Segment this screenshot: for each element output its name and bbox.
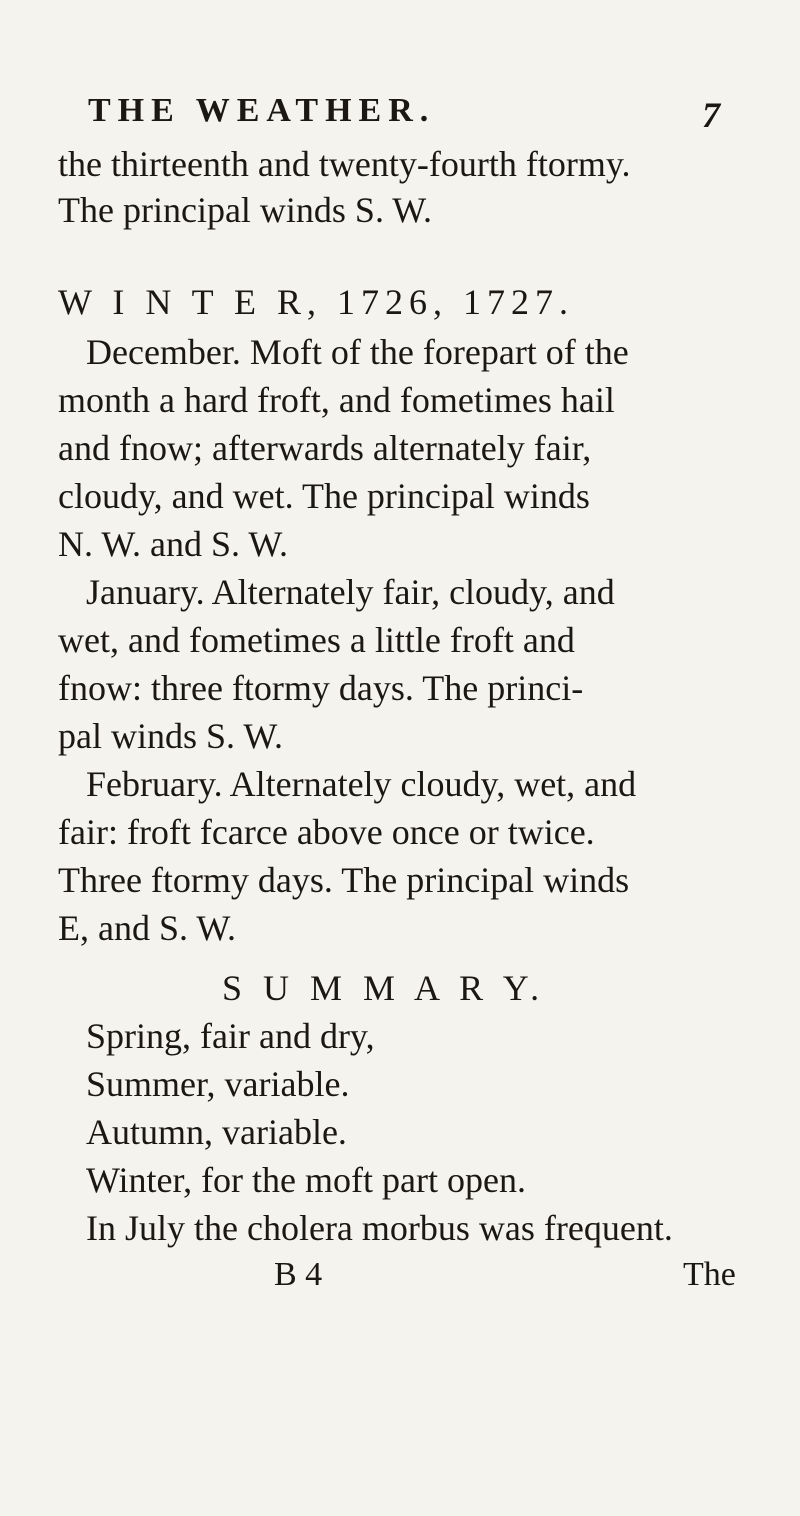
body-line: the thirteenth and twenty-fourth ftormy.: [58, 144, 631, 184]
section-heading-summary: S U M M A R Y.: [222, 968, 546, 1008]
body-line: Winter, for the moft part open.: [86, 1160, 526, 1200]
section-heading-winter: W I N T E R, 1726, 1727.: [58, 282, 575, 322]
catchword: The: [683, 1256, 736, 1293]
running-title: THE WEATHER.: [88, 92, 436, 129]
body-line: Summer, variable.: [86, 1064, 350, 1104]
body-line: E, and S. W.: [58, 908, 237, 948]
body-line: The principal winds S. W.: [58, 190, 432, 230]
running-head: [88, 92, 728, 135]
body-line: Spring, fair and dry,: [86, 1016, 375, 1056]
body-line: pal winds S. W.: [58, 716, 284, 756]
body-line: N. W. and S. W.: [58, 524, 289, 564]
body-line: February. Alternately cloudy, wet, and: [86, 764, 637, 804]
body-line: and fnow; afterwards alternately fair,: [58, 428, 592, 468]
body-line: fair: froft fcarce above once or twice.: [58, 812, 595, 852]
body-line: Three ftormy days. The principal winds: [58, 860, 630, 900]
body-line: wet, and fometimes a little froft and: [58, 620, 575, 660]
signature-mark: B 4: [274, 1256, 323, 1293]
page-number: 7: [702, 95, 720, 135]
body-line: Autumn, variable.: [86, 1112, 347, 1152]
body-line: January. Alternately fair, cloudy, and: [86, 572, 615, 612]
body-line: month a hard froft, and fometimes hail: [58, 380, 615, 420]
body-line: In July the cholera morbus was frequent.: [86, 1208, 673, 1248]
body-line: cloudy, and wet. The principal winds: [58, 476, 590, 516]
body-line: fnow: three ftormy days. The princi-: [58, 668, 584, 708]
body-line: December. Moft of the forepart of the: [86, 332, 629, 372]
